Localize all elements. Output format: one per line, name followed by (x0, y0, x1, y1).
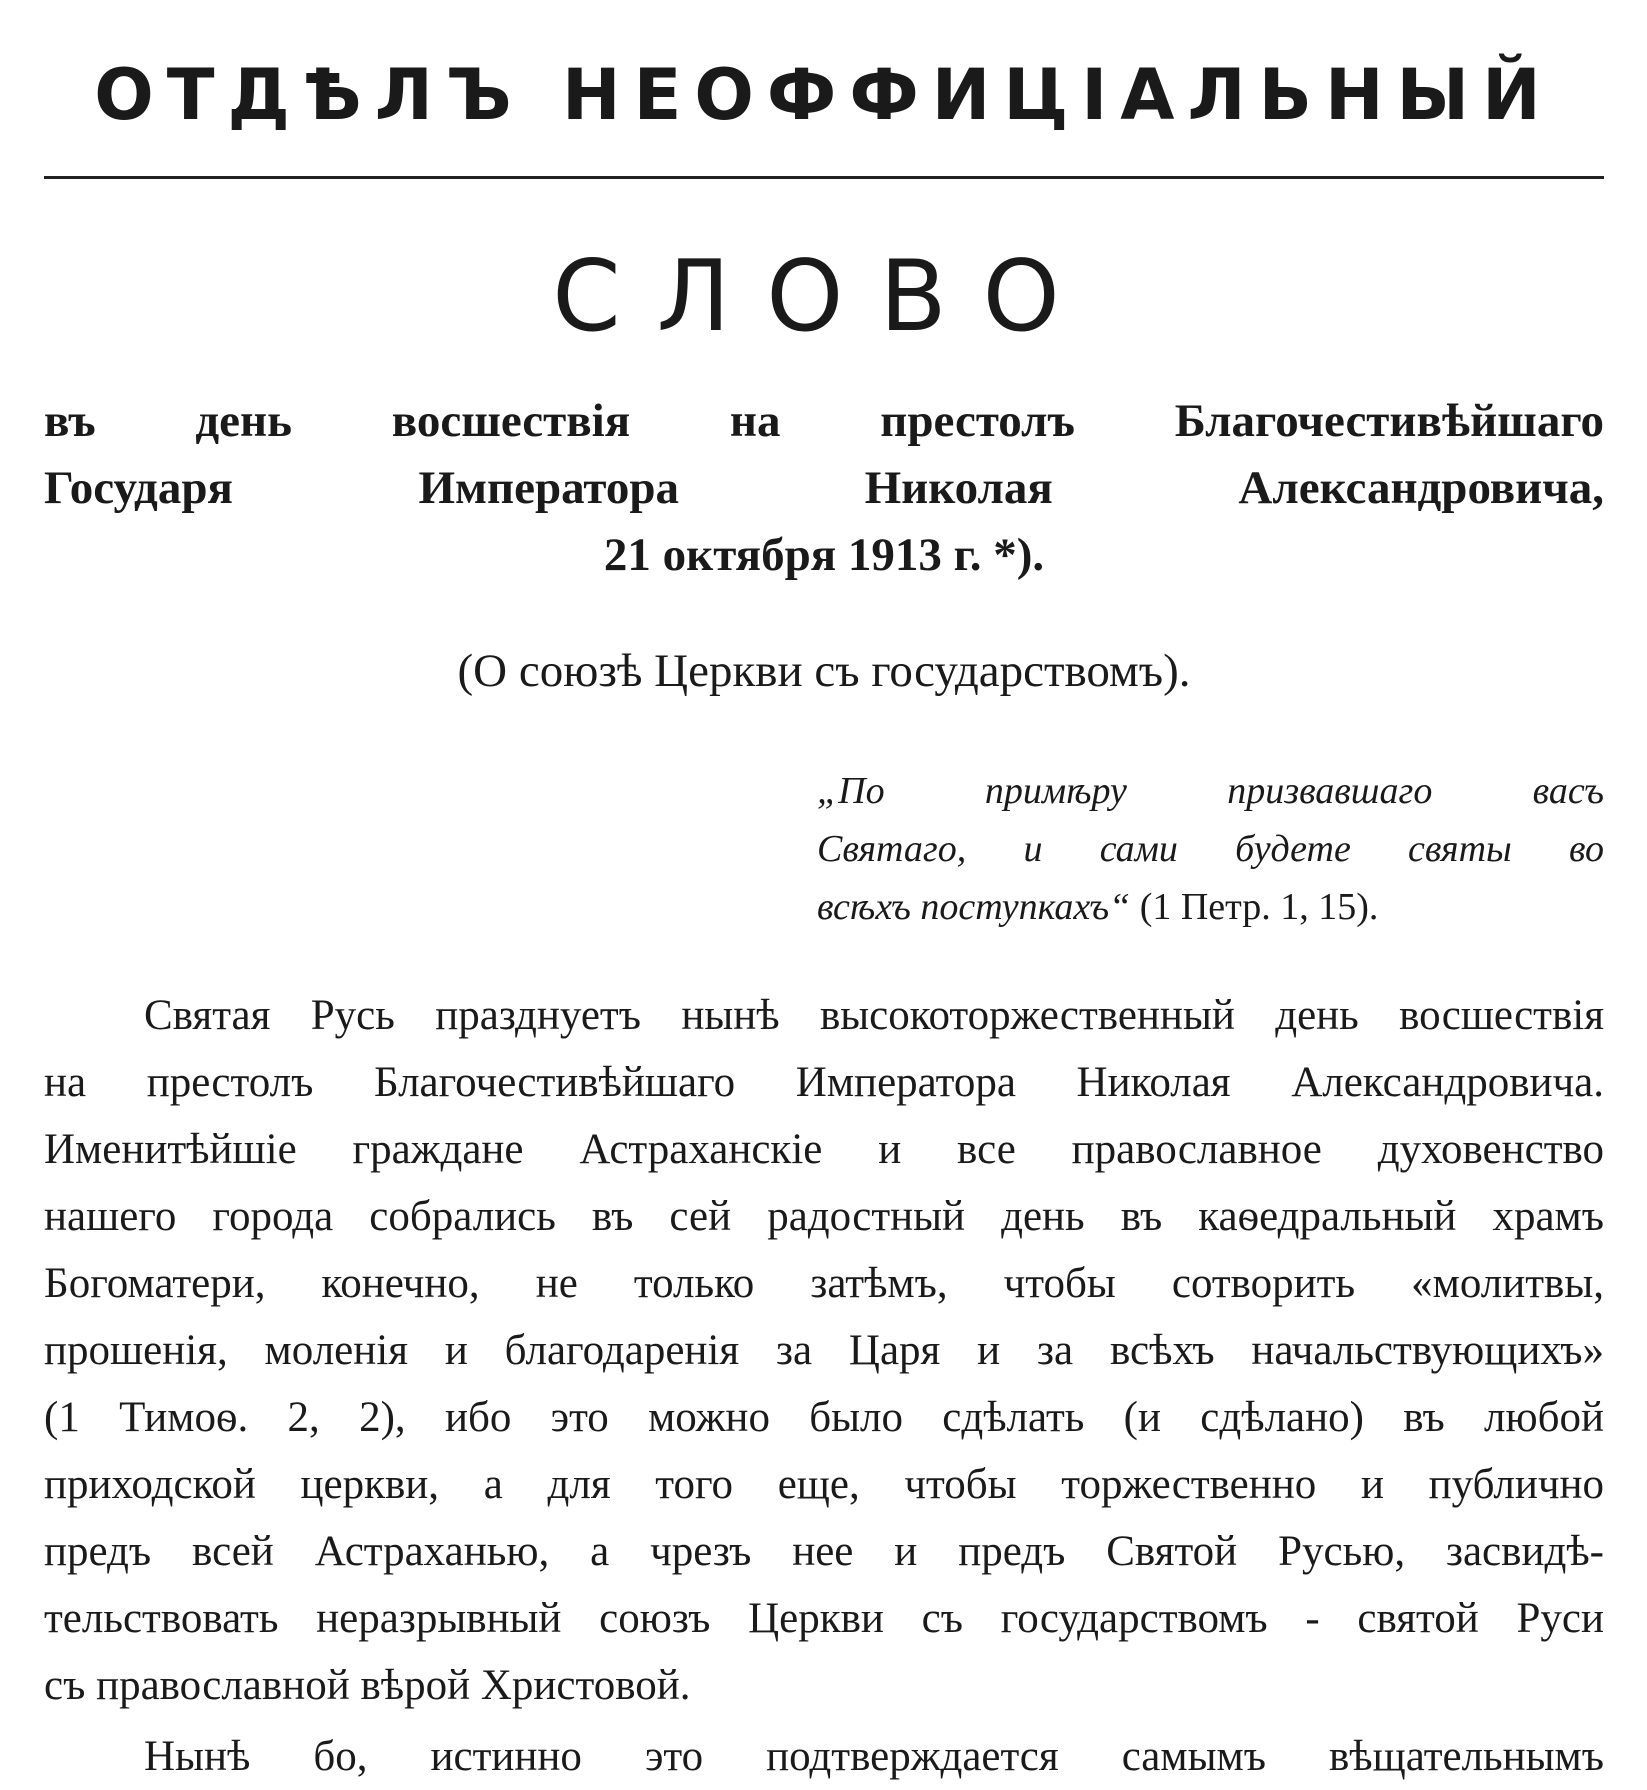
body-line: нашего города собрались въ сей радостный день въ каѳедральный храмъ (44, 1193, 1604, 1240)
subtitle-line: Государя Императора Николая Александровича, (44, 462, 1604, 514)
body-line: приходской церкви, а для того еще, чтобы торжественно и публично (44, 1461, 1604, 1508)
body-line-partial: Нынѣ бо, истинно это подтверждается самымъ вѣщательнымъ (144, 1733, 1604, 1780)
epigraph-quote: „По примѣру призвавшаго васъ (817, 770, 1604, 812)
body-line: (1 Тимоѳ. 2, 2), ибо это можно было сдѣлать (и сдѣлано) въ любой (44, 1394, 1604, 1441)
epigraph-line (817, 762, 1604, 820)
section-heading: ОТДѢЛЪ НЕОФФИЦІАЛЬНЫЙ (94, 54, 1554, 136)
body-line: съ православной вѣрой Христовой. (44, 1662, 691, 1709)
body-line: Именитѣйшіе граждане Астраханскіе и все православное духовенство (44, 1126, 1604, 1173)
document-page (44, 0, 1604, 1780)
body-line: предъ всей Астраханью, а чрезъ нее и предъ Святой Русью, засвидѣ- (44, 1528, 1604, 1575)
sermon-subtitle (44, 388, 1604, 589)
body-line: на престолъ Благочестивѣйшаго Императора Николая Александровича. (44, 1059, 1604, 1106)
epigraph-quote: Святаго, и сами будете святы во (817, 828, 1604, 870)
body-line: Богоматери, конечно, не только затѣмъ, чтобы сотворить «молитвы, (44, 1260, 1604, 1307)
epigraph-line (817, 820, 1604, 878)
epigraph-line (817, 878, 1604, 936)
sermon-title: СЛОВО (552, 240, 1096, 354)
body-line: тельствовать неразрывный союзъ Церкви съ государствомъ - святой Руси (44, 1595, 1604, 1642)
epigraph-reference: (1 Петр. 1, 15). (1130, 886, 1379, 928)
subtitle-line: въ день восшествія на престолъ Благочестивѣйшаго (44, 395, 1604, 447)
body-paragraph (44, 982, 1604, 1780)
epigraph-quote: всѣхъ поступкахъ“ (817, 886, 1131, 928)
next-paragraph-cut (44, 1719, 1604, 1780)
heading-rule (44, 176, 1604, 179)
epigraph (817, 762, 1604, 936)
body-line: Святая Русь празднуетъ нынѣ высокоторжественный день восшествія (144, 992, 1604, 1039)
sermon-topic: (О союзѣ Церкви съ государствомъ). (457, 645, 1191, 697)
subtitle-line: 21 октября 1913 г. *). (603, 529, 1045, 581)
body-line: прошенія, моленія и благодаренія за Царя и за всѣхъ начальствующихъ» (44, 1327, 1604, 1374)
